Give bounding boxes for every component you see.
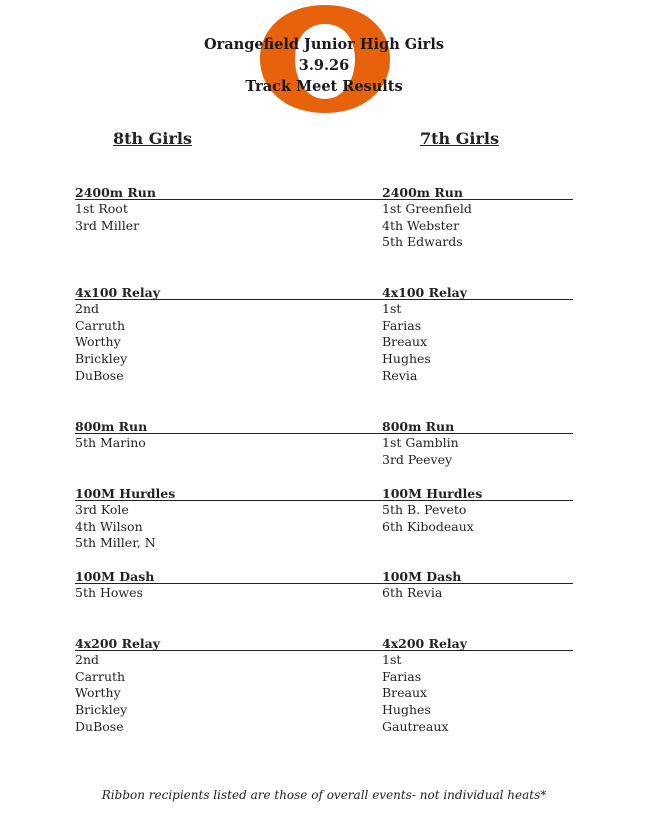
result: 1st Greenfield <box>382 201 472 216</box>
result: Revia <box>382 367 418 383</box>
result: 5th Howes <box>75 585 143 600</box>
event-7th-2400m: 2400m Run 1st Greenfield 4th Webster 5th Edwards <box>382 185 472 250</box>
result: Worthy <box>75 685 121 701</box>
result: 5th Marino <box>75 435 146 450</box>
result: 1st <box>382 652 402 667</box>
result: Brickley <box>75 702 128 718</box>
event-7th-100m-hurdles: 100M Hurdles 5th B. Peveto 6th Kibodeaux <box>382 486 483 534</box>
result: 4th Wilson <box>75 518 143 534</box>
result: 1st Gamblin <box>382 435 459 450</box>
event-7th-4x200: 4x200 Relay 1st Farias Breaux Hughes Gautreaux <box>382 636 468 734</box>
result: Hughes <box>382 351 431 367</box>
title-date: 3.9.26 <box>298 57 350 74</box>
footer-note: Ribbon recipients listed are those of overall events- not individual heats* <box>101 788 547 802</box>
event-8th-2400m: 2400m Run 1st Root 3rd Miller <box>75 185 156 233</box>
result: Worthy <box>75 334 121 350</box>
result: Carruth <box>75 317 126 333</box>
event-8th-4x200: 4x200 Relay 2nd Carruth Worthy Brickley DuBose <box>75 636 161 734</box>
result: 5th Edwards <box>382 234 463 250</box>
result: 2nd <box>75 652 100 667</box>
result: Gautreaux <box>382 718 449 734</box>
title-school: Orangefield Junior High Girls <box>204 36 444 53</box>
result: 2nd <box>75 301 100 316</box>
event-8th-100m-dash: 100M Dash 5th Howes <box>75 569 155 600</box>
result: Farias <box>382 668 422 684</box>
result: DuBose <box>75 367 124 383</box>
event-7th-100m-dash: 100M Dash 6th Revia <box>382 569 462 600</box>
event-8th-4x100: 4x100 Relay 2nd Carruth Worthy Brickley DuBose <box>75 285 161 383</box>
result: 3rd Kole <box>75 502 129 517</box>
event-7th-800m: 800m Run 1st Gamblin 3rd Peevey <box>382 419 459 467</box>
result: Farias <box>382 317 422 333</box>
result: Breaux <box>382 685 428 701</box>
result: 4th Webster <box>382 217 460 233</box>
document-title <box>0 34 648 97</box>
event-7th-4x100: 4x100 Relay 1st Farias Breaux Hughes Revia <box>382 285 468 383</box>
result: 6th Kibodeaux <box>382 518 474 534</box>
result: Hughes <box>382 702 431 718</box>
result: 3rd Peevey <box>382 451 453 467</box>
result: 1st Root <box>75 201 128 216</box>
event-8th-800m: 800m Run 5th Marino <box>75 419 148 450</box>
result: Breaux <box>382 334 428 350</box>
result: 5th Miller, N <box>75 535 156 551</box>
event-divider <box>75 433 573 434</box>
heading-8th-girls: 8th Girls <box>113 129 192 148</box>
result: Brickley <box>75 351 128 367</box>
result: 5th B. Peveto <box>382 502 467 517</box>
result: Carruth <box>75 668 126 684</box>
result: 6th Revia <box>382 585 443 600</box>
result: 1st <box>382 301 402 316</box>
event-8th-100m-hurdles: 100M Hurdles 3rd Kole 4th Wilson 5th Miller, N <box>75 486 176 551</box>
heading-7th-girls: 7th Girls <box>420 129 499 148</box>
result: 3rd Miller <box>75 217 140 233</box>
result: DuBose <box>75 718 124 734</box>
title-subtitle: Track Meet Results <box>245 78 403 95</box>
